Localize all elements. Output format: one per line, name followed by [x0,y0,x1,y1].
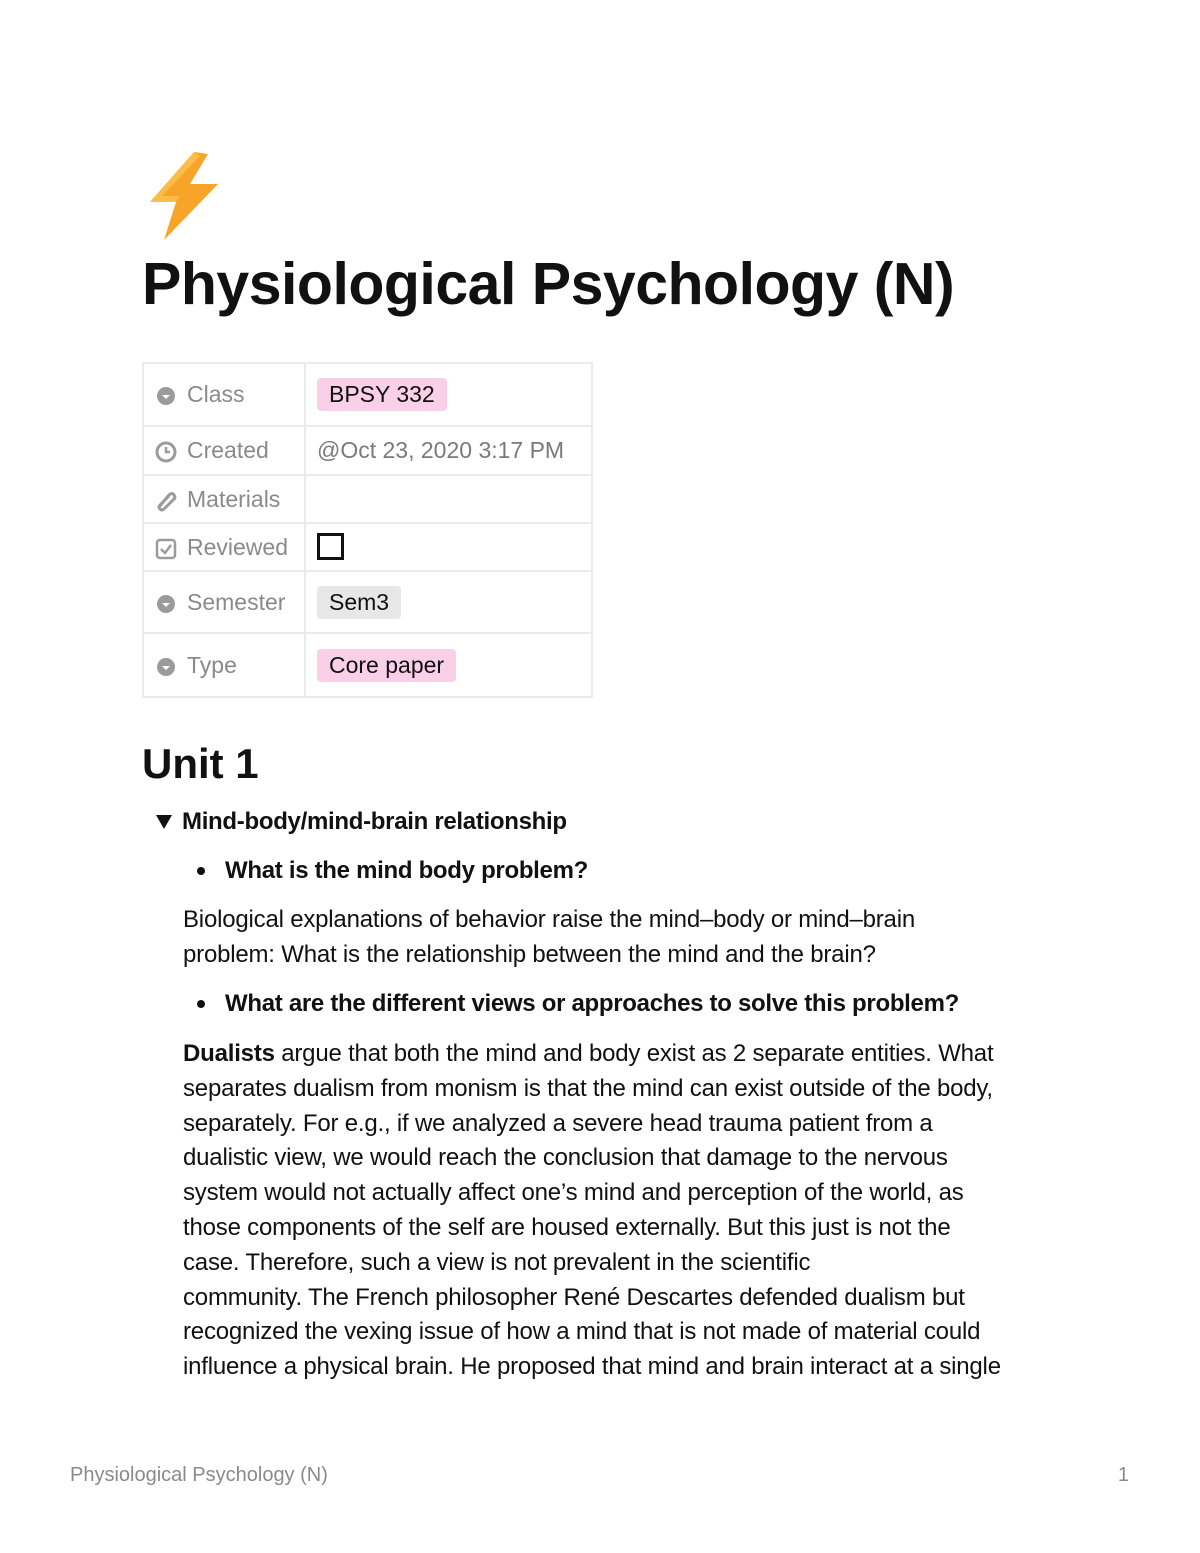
properties-table [142,362,593,698]
bullet-dot-icon [197,1000,205,1008]
select-dot-icon [155,385,177,407]
lightning-bolt-icon [146,152,222,240]
page-title: Physiological Psychology (N) [142,251,955,317]
toggle-label: Mind-body/mind-brain relationship [182,808,567,835]
property-label: Materials [187,485,281,512]
class-tag[interactable]: BPSY 332 [317,378,447,411]
checkbox-icon [155,538,177,560]
property-label: Reviewed [187,533,288,560]
created-date: @Oct 23, 2020 3:17 PM [317,437,565,463]
dualists-term: Dualists [183,1040,275,1067]
toggle-triangle-icon[interactable] [156,815,172,829]
property-label: Semester [187,588,286,615]
property-row-materials[interactable] [143,475,592,523]
property-label: Type [187,651,237,678]
bullet-dot-icon [197,867,205,875]
property-label: Class [187,381,245,407]
property-row-reviewed[interactable] [143,523,592,571]
bullet-question-2 [197,990,959,1018]
answer-paragraph-1: Biological explanations of behavior raise the mind–body or mind–brain problem: What is the relationship between the mind and the brain? [183,906,915,968]
clock-icon [155,441,177,463]
question-text: What is the mind body problem? [225,857,589,884]
select-dot-icon [155,593,177,615]
footer-title: Physiological Psychology (N) [70,1464,328,1486]
property-label: Created [187,437,269,463]
property-row-type[interactable] [143,633,592,697]
type-tag[interactable]: Core paper [317,649,456,682]
property-row-semester[interactable] [143,571,592,633]
answer-paragraph-2: Dualists argue that both the mind and body exist as 2 separate entities. What separates dualism from monism is that the mind can exist outside of the body, separately. For e.g., if we analyzed a severe head trauma patient from a dualistic view, we would reach the conclusion that damage to the nervous system would not actually affect one’s mind and perception of the world, as those components of the self are housed externally. But this just is not the case. Therefore, such a view is not prevalent in the scientific community. The French philosopher René Descartes defended dualism but recognized the vexing issue of how a mind that is not made of material could influence a physical brain. He proposed that mind and brain interact at a single [183,1040,1001,1381]
attachment-icon [155,490,177,512]
property-row-class[interactable] [143,363,592,426]
semester-tag[interactable]: Sem3 [317,586,401,619]
bullet-question-1 [197,857,588,885]
question-text: What are the different views or approaches to solve this problem? [225,990,959,1017]
reviewed-checkbox[interactable] [317,533,344,560]
select-dot-icon [155,656,177,678]
footer-page-number: 1 [1117,1464,1129,1486]
property-row-created[interactable] [143,426,592,475]
toggle-block[interactable] [156,808,567,836]
section-heading: Unit 1 [142,740,259,787]
